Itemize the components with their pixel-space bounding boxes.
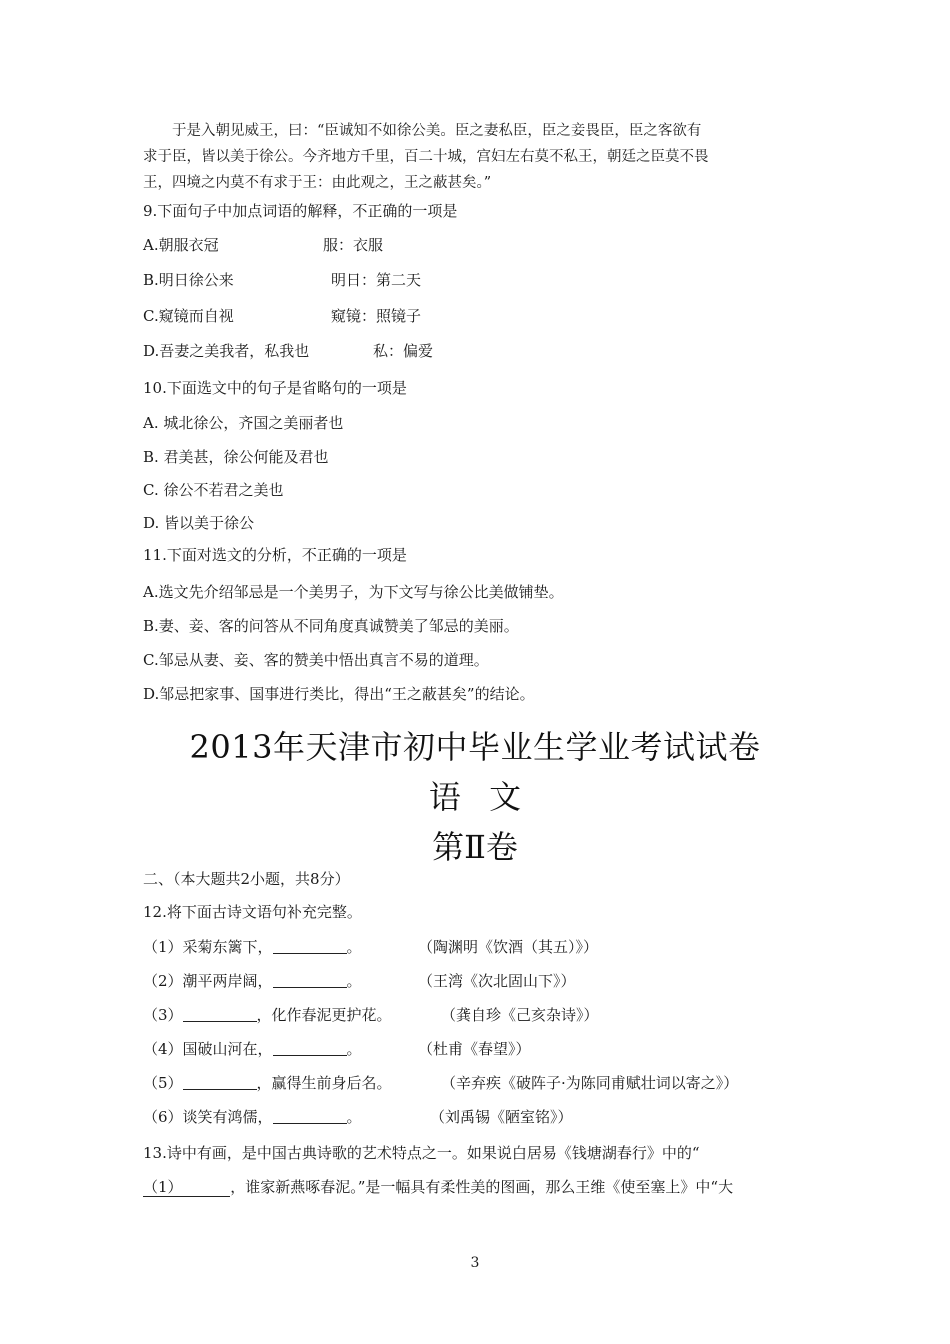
q9-option-a: A.朝服衣冠 xyxy=(143,236,219,254)
answer-blank[interactable] xyxy=(273,972,347,988)
q10-option-d: D. 皆以美于徐公 xyxy=(143,514,255,532)
q9-option-b: B.明日徐公来 xyxy=(143,271,234,289)
answer-blank[interactable] xyxy=(273,938,347,954)
q12-item-2-end: 。 xyxy=(346,972,362,990)
q12-item-1-text: （1）采菊东篱下， xyxy=(143,938,273,956)
answer-blank[interactable] xyxy=(273,1040,347,1056)
q9-stem: 9.下面句子中加点词语的解释，不正确的一项是 xyxy=(143,202,458,220)
q12-item-6-source: （刘禹锡《陋室铭》） xyxy=(430,1108,573,1126)
q12-item-6 xyxy=(143,1107,362,1127)
q12-stem: 12.将下面古诗文语句补充完整。 xyxy=(143,903,362,921)
q12-item-4 xyxy=(143,1039,362,1059)
q9-option-c: C.窥镜而自视 xyxy=(143,307,234,325)
q11-option-d: D.邹忌把家事、国事进行类比，得出“王之蔽甚矣”的结论。 xyxy=(143,685,535,703)
subject-title: 语 文 xyxy=(428,778,522,816)
q13-line-1: 13.诗中有画，是中国古典诗歌的艺术特点之一。如果说白居易《钱塘湖春行》中的“ xyxy=(143,1144,700,1162)
q12-item-2-source: （王湾《次北固山下》） xyxy=(418,972,576,990)
q13-line-2 xyxy=(143,1177,733,1197)
q12-item-1 xyxy=(143,937,362,957)
q11-option-c: C.邹忌从妻、妾、客的赞美中悟出真言不易的道理。 xyxy=(143,651,489,669)
q12-item-5-end: ，赢得生前身后名。 xyxy=(256,1074,392,1092)
exam-title: 2013年天津市初中毕业生学业考试试卷 xyxy=(189,728,761,766)
q11-option-a: A.选文先介绍邹忌是一个美男子，为下文写与徐公比美做铺垫。 xyxy=(143,583,564,601)
q12-item-1-source: （陶渊明《饮酒（其五）》） xyxy=(418,938,599,956)
page-number: 3 xyxy=(470,1255,480,1271)
q9-option-c-gloss: 窥镜：照镜子 xyxy=(331,307,422,325)
q12-item-1-end: 。 xyxy=(346,938,362,956)
q13-line-2-text: ，谁家新燕啄春泥。”是一幅具有柔性美的图画，那么王维《使至塞上》中“大 xyxy=(230,1178,734,1196)
q12-item-4-source: （杜甫《春望》） xyxy=(418,1040,531,1058)
q13-answer-blank[interactable] xyxy=(143,1178,230,1197)
q12-item-2 xyxy=(143,971,362,991)
q9-option-d-gloss: 私：偏爱 xyxy=(373,342,434,360)
q10-stem: 10.下面选文中的句子是省略句的一项是 xyxy=(143,379,407,397)
q10-option-b: B. 君美甚，徐公何能及君也 xyxy=(143,448,329,466)
q12-item-5-text: （5） xyxy=(143,1074,183,1092)
q12-item-6-text: （6）谈笑有鸿儒， xyxy=(143,1108,273,1126)
q12-item-3-text: （3） xyxy=(143,1006,183,1024)
q13-blank-label: （1） xyxy=(143,1178,183,1196)
q11-stem: 11.下面对选文的分析，不正确的一项是 xyxy=(143,546,407,564)
q12-item-3-end: ，化作春泥更护花。 xyxy=(256,1006,392,1024)
section-2-header: 二、（本大题共2小题，共8分） xyxy=(143,870,350,888)
q11-option-b: B.妻、妾、客的问答从不同角度真诚赞美了邹忌的美丽。 xyxy=(143,617,519,635)
answer-blank[interactable] xyxy=(183,1074,257,1090)
q12-item-4-text: （4）国破山河在， xyxy=(143,1040,273,1058)
q9-option-d: D.吾妻之美我者，私我也 xyxy=(143,342,310,360)
q12-item-3 xyxy=(143,1005,392,1025)
q12-item-6-end: 。 xyxy=(346,1108,362,1126)
q12-item-5 xyxy=(143,1073,392,1093)
passage-line-2: 求于臣，皆以美于徐公。今齐地方千里，百二十城，宫妇左右莫不私王，朝廷之臣莫不畏 xyxy=(143,149,709,165)
answer-blank[interactable] xyxy=(273,1108,347,1124)
q9-option-b-gloss: 明日：第二天 xyxy=(331,271,422,289)
passage-line-1: 于是入朝见威王，曰：“臣诚知不如徐公美。臣之妻私臣，臣之妾畏臣，臣之客欲有 xyxy=(172,123,702,139)
q10-option-a: A. 城北徐公，齐国之美丽者也 xyxy=(143,414,344,432)
q12-item-5-source: （辛弃疾《破阵子·为陈同甫赋壮词以寄之》） xyxy=(441,1074,739,1092)
q12-item-2-text: （2）潮平两岸阔， xyxy=(143,972,273,990)
q9-option-a-gloss: 服：衣服 xyxy=(323,236,384,254)
answer-blank[interactable] xyxy=(183,1006,257,1022)
volume-title: 第Ⅱ卷 xyxy=(432,828,518,866)
passage-line-3: 王，四境之内莫不有求于王：由此观之，王之蔽甚矣。” xyxy=(143,175,492,191)
q10-option-c: C. 徐公不若君之美也 xyxy=(143,481,284,499)
q12-item-3-source: （龚自珍《己亥杂诗》） xyxy=(441,1006,599,1024)
q12-item-4-end: 。 xyxy=(346,1040,362,1058)
